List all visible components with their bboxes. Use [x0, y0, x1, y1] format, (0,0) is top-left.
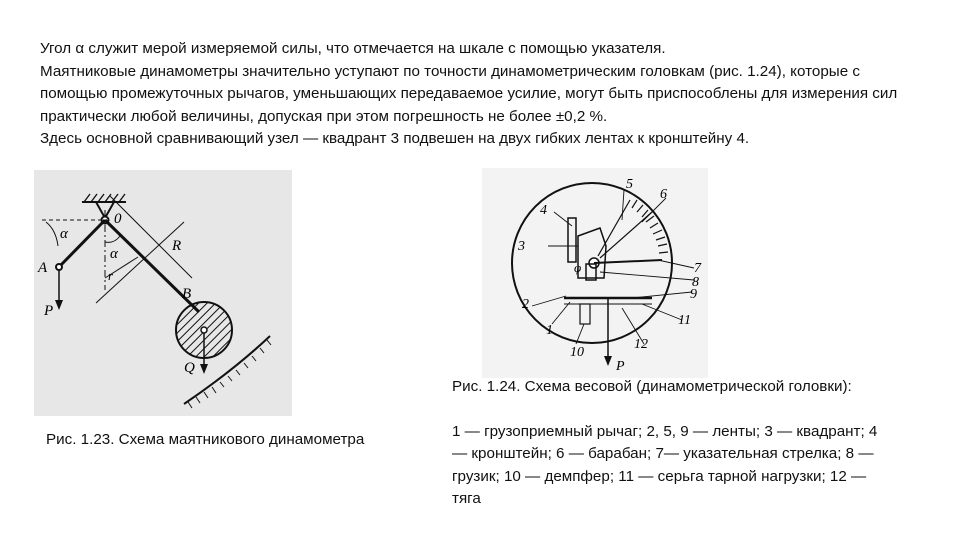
label-9: 9: [690, 287, 697, 302]
label-alpha-center: α: [110, 246, 118, 262]
label-2: 2: [522, 297, 529, 312]
force-q-arrow: [200, 364, 208, 374]
quadrant-3: [578, 228, 606, 278]
intro-paragraph-1: Угол α служит мерой измеряемой силы, что отмечается на шкале с помощью указателя.: [40, 40, 666, 57]
label-q: Q: [184, 360, 195, 376]
point-a: [56, 264, 62, 270]
label-o: 0: [114, 211, 122, 227]
alpha-arc-left: [46, 222, 58, 246]
label-big-r: R: [172, 238, 182, 254]
label-7: 7: [694, 261, 701, 276]
caption-figure-1-23: Рис. 1.23. Схема маятникового динамометра: [46, 431, 365, 448]
label-4: 4: [540, 203, 547, 218]
label-phi: φ: [574, 260, 582, 275]
label-b: B: [182, 286, 192, 302]
weight-center: [201, 327, 207, 333]
tape-6: [600, 212, 652, 258]
tape-5: [598, 200, 630, 256]
intro-text: [40, 38, 920, 151]
label-r: r: [108, 268, 114, 283]
label-8: 8: [692, 275, 699, 290]
dynamometric-head-diagram: [482, 168, 708, 378]
figure-dynamometric-head: [482, 168, 708, 378]
label-10: 10: [570, 345, 584, 360]
label-p: P: [44, 303, 54, 319]
caption-figure-1-24-legend: 1 — грузоприемный рычаг; 2, 5, 9 — ленты; 3 — квадрант; 4 — кронштейн; 6 — барабан; 7— указательная стрелка; 8 — грузик; 10 — демпфер; 11 — серьга тарной нагрузки; 12 — тяга: [452, 422, 878, 508]
force-p-arrow: [55, 300, 63, 310]
intro-paragraph-2: Маятниковые динамометры значительно уступают по точности динамометрическим головкам (рис. 1.24), которые с помощью промежуточных рычагов, уменьшающих передаваемое усилие, могут быть приспособлены для измерения сил практически любой величины, допуская при этом погрешность не более ±0,2 %.: [40, 62, 898, 125]
dim-big-r: [96, 222, 184, 303]
intro-paragraph-3: Здесь основной сравнивающий узел — квадрант 3 подвешен на двух гибких лентах к кронштейну 4.: [40, 130, 750, 148]
label-a: A: [38, 260, 48, 276]
leader-lines: [532, 190, 694, 344]
label-3: 3: [518, 239, 525, 254]
caption-spacer: [452, 399, 882, 421]
damper-10: [580, 304, 590, 324]
ceiling-hatching: [84, 194, 125, 202]
caption-figure-1-24-title: Рис. 1.24. Схема весовой (динамометрической головки):: [452, 378, 852, 395]
pointer-arrow-7: [594, 260, 662, 263]
label-12: 12: [634, 337, 648, 352]
alpha-arc-center: [105, 236, 120, 242]
label-6: 6: [660, 187, 667, 202]
force-p-arrow: [604, 356, 612, 366]
label-p: P: [616, 359, 625, 374]
caption-figure-1-24: [452, 376, 882, 511]
figure-pendulum-dynamometer: [34, 170, 292, 416]
label-alpha-left: α: [60, 226, 68, 242]
bracket-4: [568, 218, 576, 262]
label-5: 5: [626, 177, 633, 192]
pendulum-diagram: [34, 170, 292, 416]
label-11: 11: [678, 313, 691, 328]
label-1: 1: [546, 323, 553, 338]
